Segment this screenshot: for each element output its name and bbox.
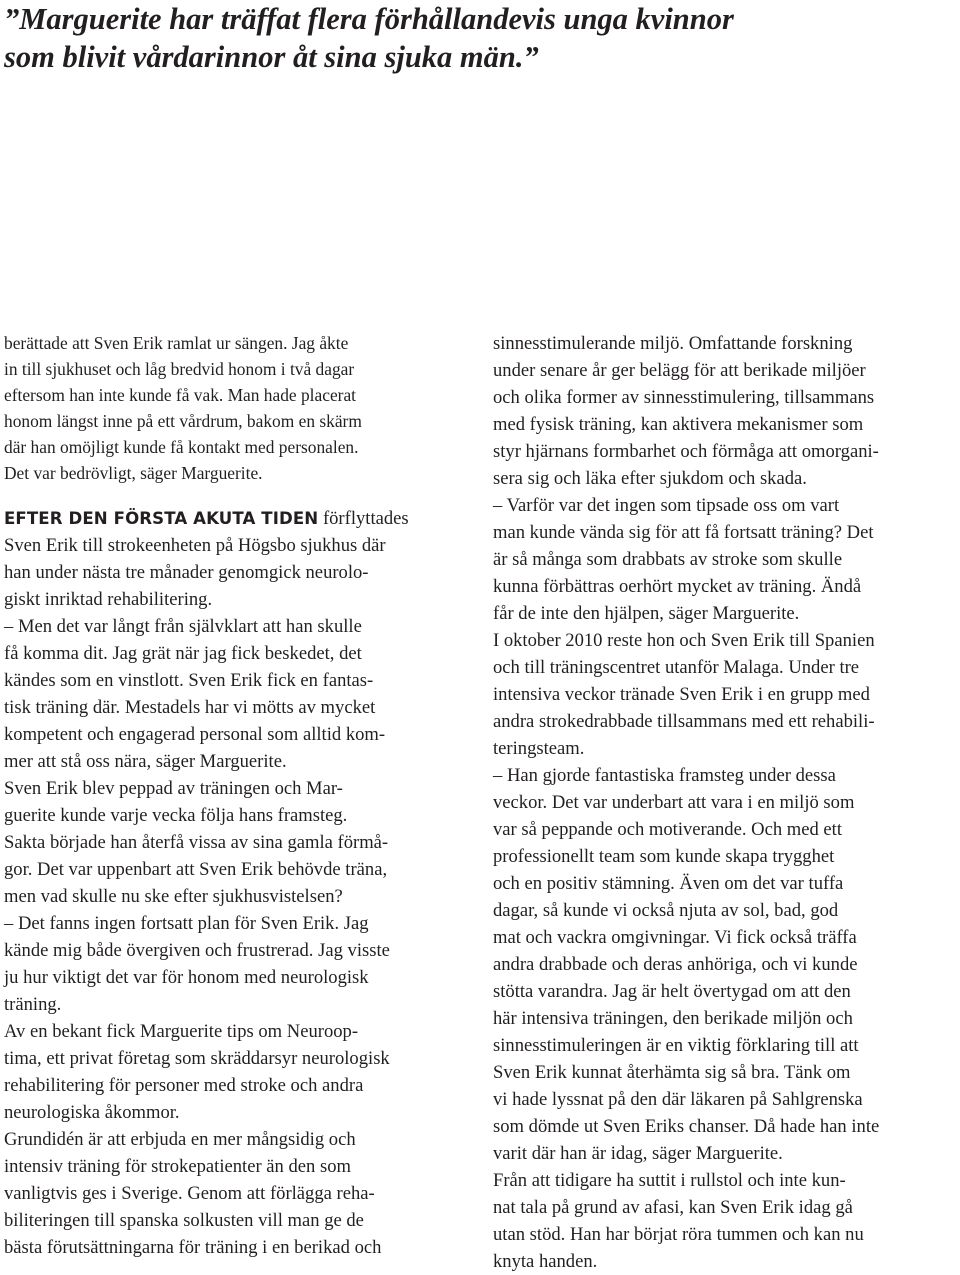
body-paragraph [493,1167,959,1275]
text-line: andra drabbade och deras anhöriga, och vi kunde [493,954,858,975]
text-line: mat och vackra omgivningar. Vi fick också träffa [493,927,857,948]
text-line: och till träningscentret utanför Malaga. Under tre [493,657,860,678]
text-line: intensiv träning för strokepatienter än den som [4,1156,351,1177]
text-line: nat tala på grund av afasi, kan Sven Erik idag gå [493,1197,853,1218]
left-column [4,330,470,1261]
text-line: där han omöjligt kunde få kontakt med personalen. [4,437,359,457]
text-line: in till sjukhuset och låg bredvid honom i två dagar [4,359,355,379]
text-line: är så många som drabbats av stroke som skulle [493,549,843,570]
text-line: rehabilitering för personer med stroke och andra [4,1075,364,1096]
text-line: I oktober 2010 reste hon och Sven Erik till Spanien [493,630,875,651]
text-line: med fysisk träning, kan aktivera mekanismer som [493,414,864,435]
text-line: professionellt team som kunde skapa trygghet [493,846,835,867]
text-line: här intensiva träningen, den berikade miljön och [493,1008,853,1029]
text-line: han under nästa tre månader genomgick neurolo- [4,562,369,583]
text-line: Från att tidigare ha suttit i rullstol och inte kun- [493,1170,846,1191]
body-paragraph [4,910,470,1018]
text-line: och en positiv stämning. Även om det var tuffa [493,873,844,894]
text-line: dagar, så kunde vi också njuta av sol, bad, god [493,900,839,921]
text-line: Sven Erik kunnat återhämta sig så bra. Tänk om [493,1062,851,1083]
body-paragraph [493,492,959,627]
text-line: berättade att Sven Erik ramlat ur sängen. Jag åkte [4,333,349,353]
text-line: man kunde vända sig för att få fortsatt träning? Det [493,522,874,543]
pull-quote-line: ”Marguerite har träffat flera förhållandevis unga kvinnor [4,2,734,36]
text-line: Sven Erik till strokeenheten på Högsbo sjukhus där [4,535,386,556]
text-line: knyta handen. [493,1251,598,1272]
text-line: vi hade lyssnat på den där läkaren på Sahlgrenska [493,1089,863,1110]
body-paragraph [4,1126,470,1261]
text-line: men vad skulle nu ske efter sjukhusvistelsen? [4,886,343,907]
text-line: – Det fanns ingen fortsatt plan för Sven Erik. Jag [4,913,369,934]
text-line: kompetent och engagerad personal som alltid kom- [4,724,386,745]
text-line: få komma dit. Jag grät när jag fick beskedet, det [4,643,362,664]
text-line: Det var bedrövligt, säger Marguerite. [4,463,263,483]
text-line: andra strokedrabbade tillsammans med ett rehabili- [493,711,875,732]
text-line: honom längst inne på ett vårdrum, bakom en skärm [4,411,362,431]
text-line: tisk träning där. Mestadels har vi mötts av mycket [4,697,376,718]
text-line: teringsteam. [493,738,585,759]
text-line: tima, ett privat företag som skräddarsyr neurologisk [4,1048,390,1069]
pull-quote [4,0,904,76]
text-line: varit där han är idag, säger Marguerite. [493,1143,783,1164]
text-line: Grundidén är att erbjuda en mer mångsidig och [4,1129,356,1150]
text-line: var så peppande och motiverande. Och med ett [493,819,843,840]
text-line [4,505,470,532]
text-line: Sakta började han återfå vissa av sina gamla förmå- [4,832,389,853]
text-line: som dömde ut Sven Eriks chanser. Då hade han inte [493,1116,880,1137]
section-lead-in: EFTER DEN FÖRSTA AKUTA TIDEN [4,509,319,528]
text-line: veckor. Det var underbart att vara i en miljö som [493,792,855,813]
text-line: styr hjärnans formbarhet och förmåga att omorgani- [493,441,879,462]
body-paragraph [493,762,959,1167]
section-first-paragraph [4,505,470,613]
text-line: eftersom han inte kunde få vak. Man hade placerat [4,385,357,405]
body-paragraph [4,613,470,775]
right-column [493,330,959,1275]
text-line: kändes som en vinstlott. Sven Erik fick en fantas- [4,670,374,691]
text-line: – Men det var långt från självklart att han skulle [4,616,362,637]
text-line: och olika former av sinnesstimulering, tillsammans [493,387,875,408]
body-paragraph [4,1018,470,1126]
body-paragraph [4,775,470,910]
text-line: giskt inriktad rehabilitering. [4,589,213,610]
text-line: utan stöd. Han har börjat röra tummen och kan nu [493,1224,864,1245]
text-line: – Varför var det ingen som tipsade oss om vart [493,495,840,516]
text-line: kunna förbättras oerhört mycket av träning. Ändå [493,576,862,597]
lead-in-continuation: förflyttades [318,508,409,529]
body-paragraph [493,627,959,762]
text-line: träning. [4,994,62,1015]
text-line: neurologiska åkommor. [4,1102,180,1123]
text-line: biliteringen till spanska solkusten vill man ge de [4,1210,364,1231]
text-line: gor. Det var uppenbart att Sven Erik behövde träna, [4,859,388,880]
text-line: guerite kunde varje vecka följa hans framsteg. [4,805,348,826]
text-line: Av en bekant fick Marguerite tips om Neuroop- [4,1021,359,1042]
text-line: intensiva veckor tränade Sven Erik i en grupp med [493,684,870,705]
body-paragraph [493,330,959,492]
text-line: sera sig och läka efter sjukdom och skada. [493,468,807,489]
text-line: bästa förutsättningarna för träning i en berikad och [4,1237,382,1258]
text-line: ju hur viktigt det var för honom med neurologisk [4,967,369,988]
text-line: sinnesstimulerande miljö. Omfattande forskning [493,333,853,354]
intro-paragraph [4,330,470,486]
text-line: sinnesstimuleringen är en viktig förklaring till att [493,1035,859,1056]
text-line: – Han gjorde fantastiska framsteg under dessa [493,765,836,786]
text-line: vanligtvis ges i Sverige. Genom att förlägga reha- [4,1183,375,1204]
pull-quote-line: som blivit vårdarinnor åt sina sjuka män.” [4,40,539,74]
text-line: stötta varandra. Jag är helt övertygad om att den [493,981,851,1002]
text-line: kände mig både övergiven och frustrerad. Jag visste [4,940,390,961]
text-line: får de inte den hjälpen, säger Marguerite. [493,603,800,624]
text-line: mer att stå oss nära, säger Marguerite. [4,751,287,772]
text-line: under senare år ger belägg för att berikade miljöer [493,360,866,381]
text-line: Sven Erik blev peppad av träningen och Mar- [4,778,343,799]
